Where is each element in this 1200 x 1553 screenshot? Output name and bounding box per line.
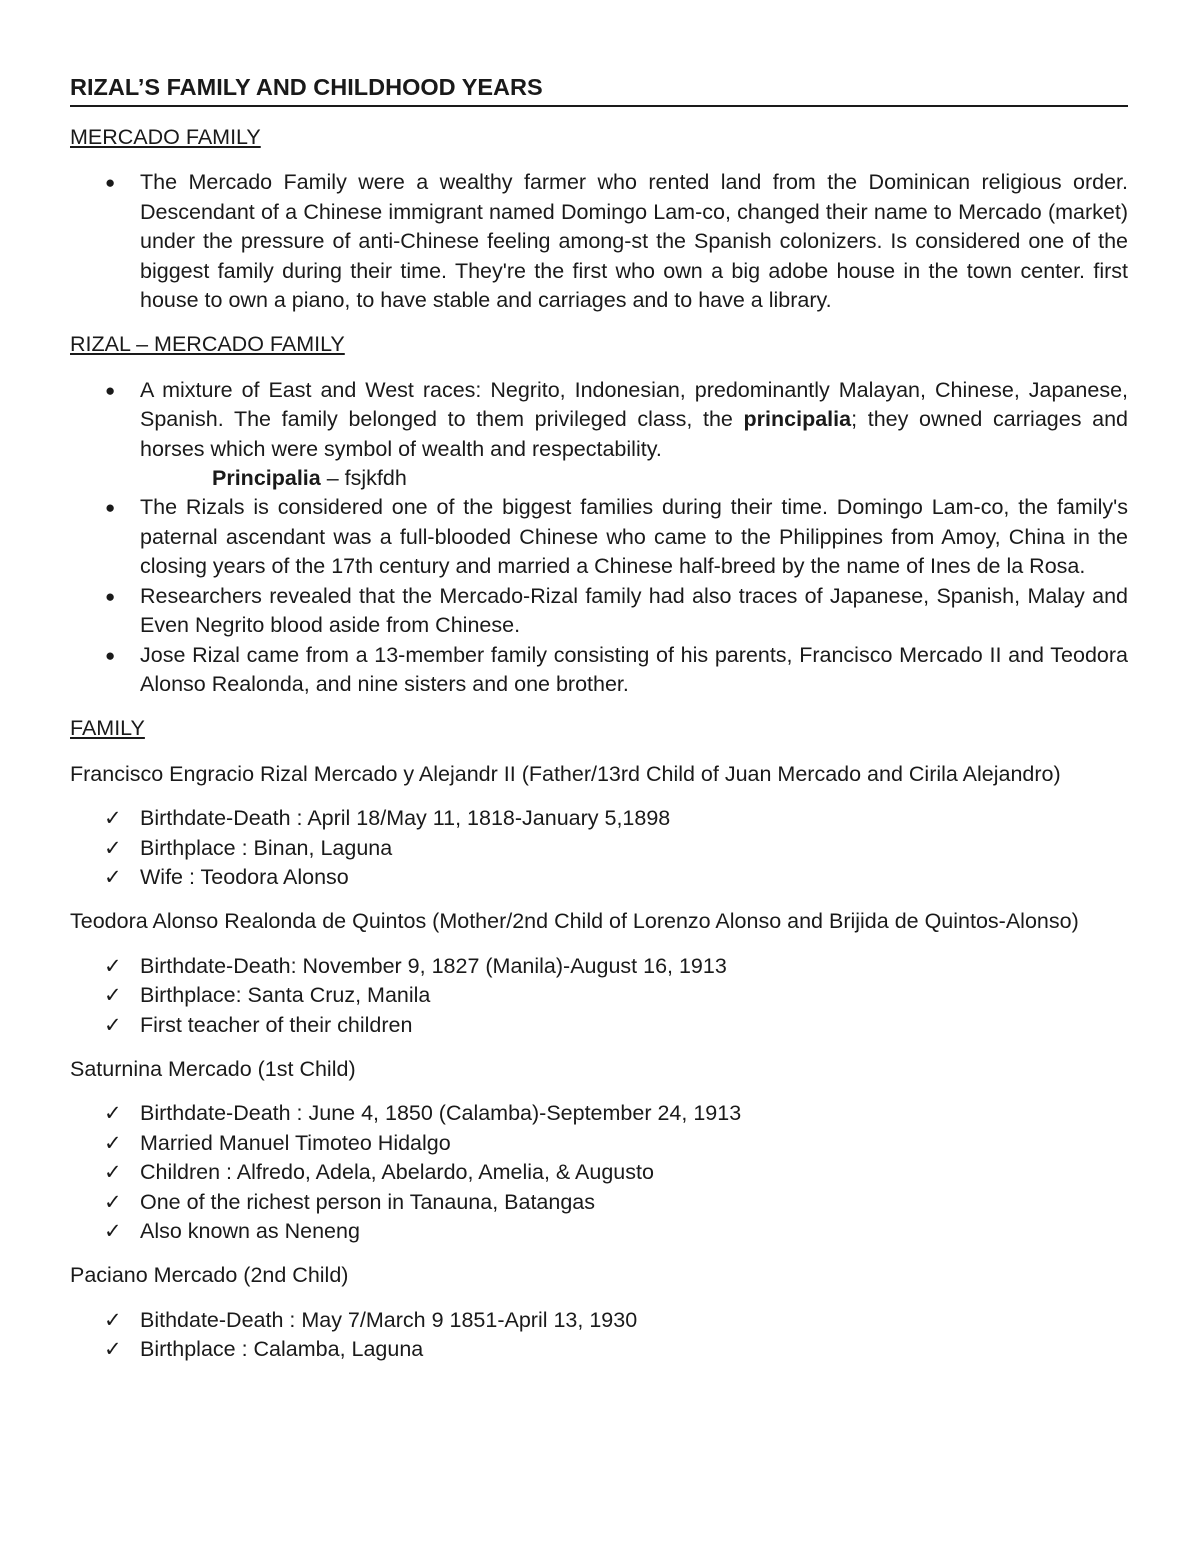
checkmark-icon: ✓ [104,1012,122,1037]
bullet-icon: ● [105,645,116,665]
definition-line [70,464,1128,493]
list-item [70,1158,1128,1187]
list-item [70,493,1128,581]
family-member-father: Francisco Engracio Rizal Mercado y Alejandr II (Father/13rd Child of Juan Mercado and Cirila Alejandro) [70,761,1061,786]
bullet-icon: ● [105,380,116,400]
list-item-text: Birthplace : Binan, Laguna [140,835,393,860]
principalia-term: principalia [743,407,852,432]
list-item [70,834,1128,863]
list-item-text: Jose Rizal came from a 13-member family consisting of his parents, Francisco Mercado II and Teodora Alonso Realonda, and nine sisters and one brother. [140,642,1128,696]
checkmark-icon: ✓ [104,1337,122,1362]
mother-details [70,952,1128,1040]
list-item [70,376,1128,464]
bullet-icon: ● [105,173,116,193]
list-item-text: Birthplace : Calamba, Laguna [140,1337,424,1362]
list-item [70,168,1128,315]
list-item-text: Birthdate-Death : June 4, 1850 (Calamba)-September 24, 1913 [140,1101,742,1126]
family-member-paciano: Paciano Mercado (2nd Child) [70,1263,349,1288]
list-item-text: Wife : Teodora Alonso [140,864,349,889]
list-item [70,863,1128,892]
checkmark-icon: ✓ [104,1160,122,1185]
list-item-text-end: ; they owned carriages and horses which were symbol of wealth and respectability. [140,407,1128,461]
checkmark-icon: ✓ [104,1189,122,1214]
list-item-text: Birthdate-Death: November 9, 1827 (Manila)-August 16, 1913 [140,953,727,978]
checkmark-icon: ✓ [104,864,122,889]
list-item-text: Children : Alfredo, Adela, Abelardo, Amelia, & Augusto [140,1160,654,1185]
list-item-text: Also known as Neneng [140,1219,360,1243]
list-item-text: The Mercado Family were a wealthy farmer who rented land from the Dominican religious order. Descendant of a Chinese immigrant named Domingo Lam-co, changed their name to Mercado (market) under the pressure of anti-Chinese feeling among-st the Spanish colonizers. Is considered one of the biggest family during their time. They're the first who own a big adobe house in the town center. first house to own a piano, to have stable and carriages and to have a library. [140,170,1128,313]
list-item [70,1129,1128,1158]
list-item [70,1188,1128,1217]
list-item-text: Bithdate-Death : May 7/March 9 1851-April 13, 1930 [140,1307,638,1332]
list-item-text: Birthdate-Death : April 18/May 11, 1818-January 5,1898 [140,806,671,831]
list-item-text: Married Manuel Timoteo Hidalgo [140,1130,451,1155]
list-item-text: Researchers revealed that the Mercado-Rizal family had also traces of Japanese, Spanish, Malay and Even Negrito blood aside from Chinese. [140,583,1128,638]
checkmark-icon: ✓ [104,983,122,1008]
family-member-saturnina: Saturnina Mercado (1st Child) [70,1056,356,1081]
list-item-text: First teacher of their children [140,1012,413,1037]
list-item [70,641,1128,700]
bullet-icon: ● [105,586,116,606]
list-item-text: Birthplace: Santa Cruz, Manila [140,983,431,1008]
list-item [70,981,1128,1010]
checkmark-icon: ✓ [104,835,122,860]
father-details [70,804,1128,892]
definition-term: Principalia [212,466,321,491]
section-heading-rizal-mercado: RIZAL – MERCADO FAMILY [70,332,345,357]
list-item [70,1217,1128,1246]
document-title: RIZAL’S FAMILY AND CHILDHOOD YEARS [70,72,1128,107]
definition-text: – fsjkfdh [320,466,407,491]
rizal-mercado-bullet-list [70,376,1128,699]
family-member-mother: Teodora Alonso Realonda de Quintos (Mother/2nd Child of Lorenzo Alonso and Brijida de Quintos-Alonso) [70,909,1079,934]
list-item [70,1099,1128,1128]
checkmark-icon: ✓ [104,1130,122,1155]
bullet-icon: ● [105,498,116,518]
list-item [70,804,1128,833]
saturnina-details [70,1099,1128,1246]
section-heading-family: FAMILY [70,716,145,741]
section-heading-mercado: MERCADO FAMILY [70,125,261,149]
checkmark-icon: ✓ [104,953,122,978]
list-item-text: One of the richest person in Tanauna, Batangas [140,1189,595,1214]
list-item [70,582,1128,641]
paciano-details [70,1306,1128,1365]
list-item [70,1011,1128,1040]
list-item [70,952,1128,981]
checkmark-icon: ✓ [104,1101,122,1126]
list-item [70,1335,1128,1364]
list-item-text: The Rizals is considered one of the biggest families during their time. Domingo Lam-co, the family's paternal ascendant was a full-blooded Chinese who came to the Philippines from Amoy, China in the closing years of the 17th century and married a Chinese half-breed by the name of Ines de la Rosa. [140,495,1128,579]
checkmark-icon: ✓ [104,1219,122,1243]
document-page [70,70,1128,1380]
list-item-text: A mixture of East and West races: Negrito, Indonesian, predominantly Malayan, Chinese, Japanese, Spanish. The family belonged to them privileged class, the [140,377,1128,432]
checkmark-icon: ✓ [104,1307,122,1332]
list-item [70,1306,1128,1335]
mercado-bullet-list [70,168,1128,315]
checkmark-icon: ✓ [104,806,122,831]
